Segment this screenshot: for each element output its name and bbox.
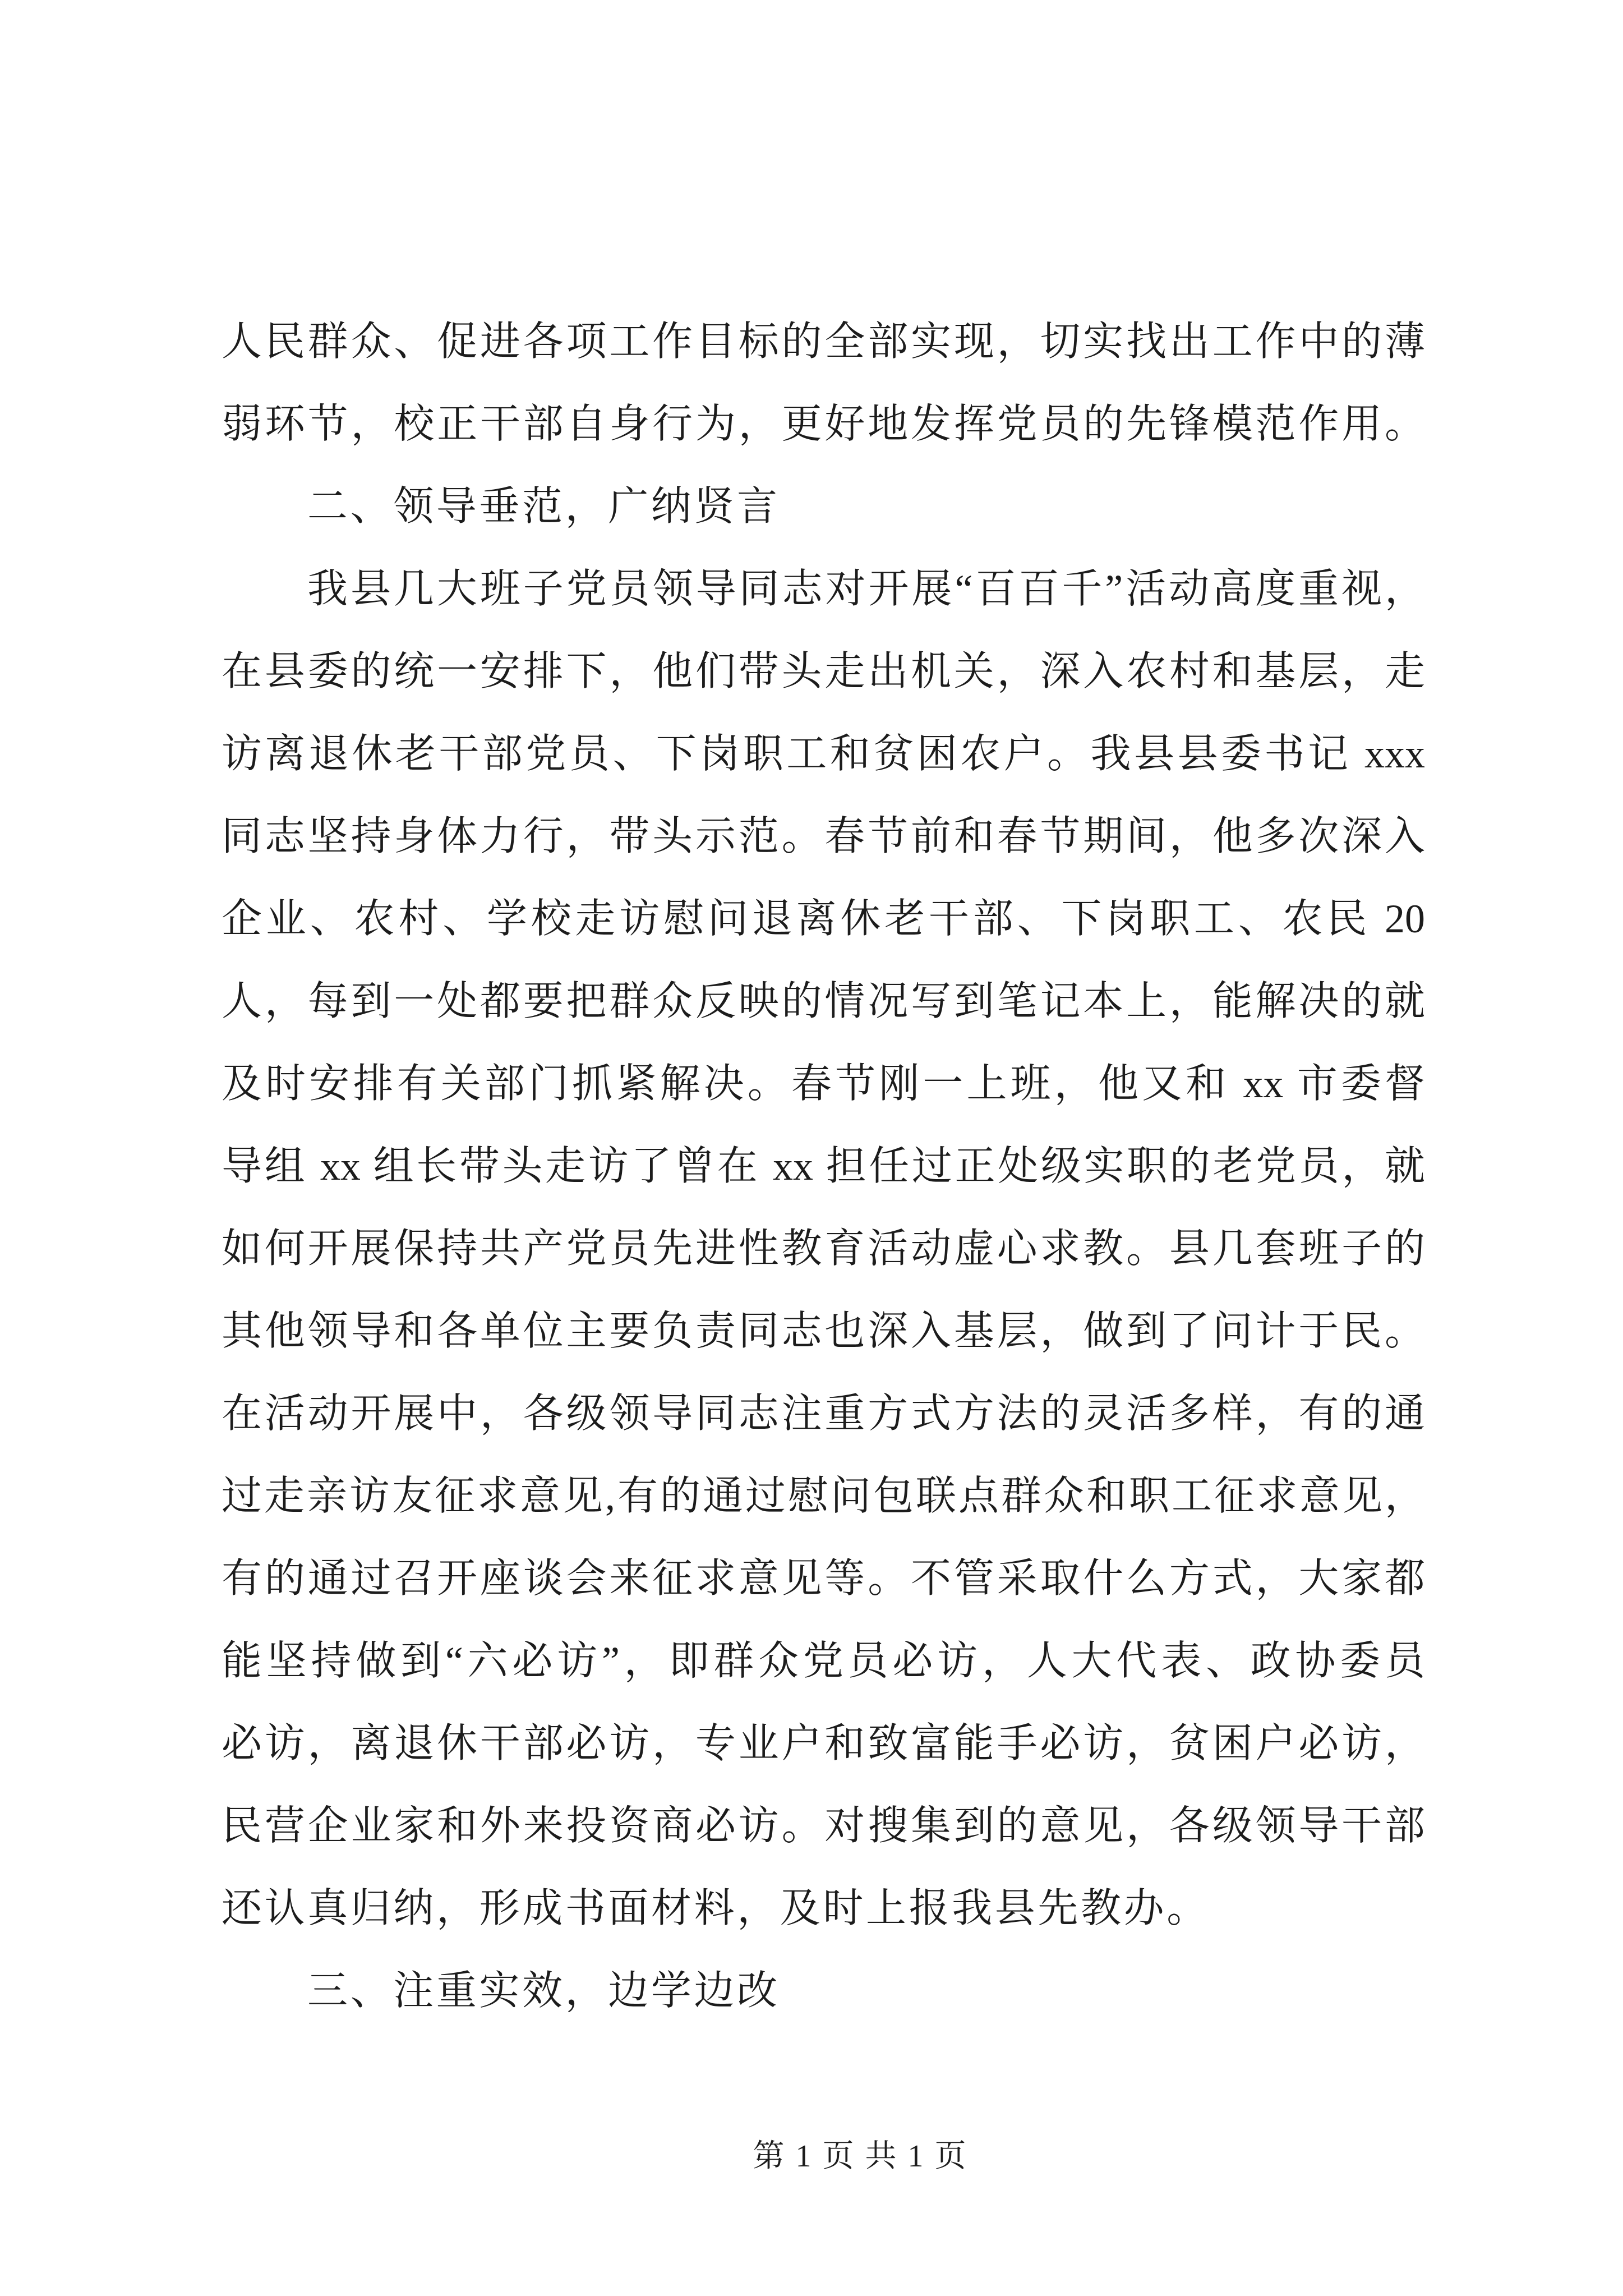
body-line: 访离退休老干部党员、下岗职工和贫困农户。我县县委书记 xxx — [222, 731, 1425, 776]
body-line: 民营企业家和外来投资商必访。对搜集到的意见，各级领导干部 — [222, 1803, 1425, 1848]
body-line: 能坚持做到“六必访”，即群众党员必访，人大代表、政协委员 — [222, 1639, 1425, 1683]
body-line: 其他领导和各单位主要负责同志也深入基层，做到了问计于民。 — [222, 1309, 1425, 1354]
body-line: 企业、农村、学校走访慰问退离休老干部、下岗职工、农民 20 — [222, 896, 1425, 941]
body-line: 导组 xx 组长带头走访了曾在 xx 担任过正处级实职的老党员，就 — [222, 1144, 1425, 1189]
body-line: 同志坚持身体力行，带头示范。春节前和春节期间，他多次深入 — [222, 814, 1425, 859]
document-body — [222, 301, 1425, 2032]
body-line: 过走亲访友征求意见,有的通过慰问包联点群众和职工征求意见， — [222, 1474, 1425, 1519]
body-line: 在县委的统一安排下，他们带头走出机关，深入农村和基层，走 — [222, 649, 1425, 694]
body-line: 及时安排有关部门抓紧解决。春节刚一上班，他又和 xx 市委督 — [222, 1061, 1425, 1106]
body-line: 必访，离退休干部必访，专业户和致富能手必访，贫困户必访， — [222, 1721, 1425, 1766]
paragraph — [222, 548, 1425, 1950]
body-line: 弱环节，校正干部自身行为，更好地发挥党员的先锋模范作用。 — [222, 402, 1425, 447]
body-line: 在活动开展中，各级领导同志注重方式方法的灵活多样，有的通 — [222, 1391, 1425, 1436]
body-line: 我县几大班子党员领导同志对开展“百百千”活动高度重视， — [307, 567, 1425, 611]
page-number: 第 1 页 共 1 页 — [753, 2139, 968, 2174]
body-line: 如何开展保持共产党员先进性教育活动虚心求教。县几套班子的 — [222, 1226, 1425, 1271]
page-footer — [636, 2134, 1085, 2179]
body-line: 有的通过召开座谈会来征求意见等。不管采取什么方式，大家都 — [222, 1556, 1425, 1601]
continued-paragraph — [222, 301, 1425, 466]
section-heading: 二、领导垂范，广纳贤言 — [307, 484, 780, 529]
body-line: 人民群众、促进各项工作目标的全部实现，切实找出工作中的薄 — [222, 319, 1425, 364]
body-line: 还认真归纳，形成书面材料，及时上报我县先教办。 — [222, 1886, 1210, 1931]
section-heading: 三、注重实效，边学边改 — [307, 1968, 780, 2013]
body-line: 人，每到一处都要把群众反映的情况写到笔记本上，能解决的就 — [222, 979, 1425, 1024]
